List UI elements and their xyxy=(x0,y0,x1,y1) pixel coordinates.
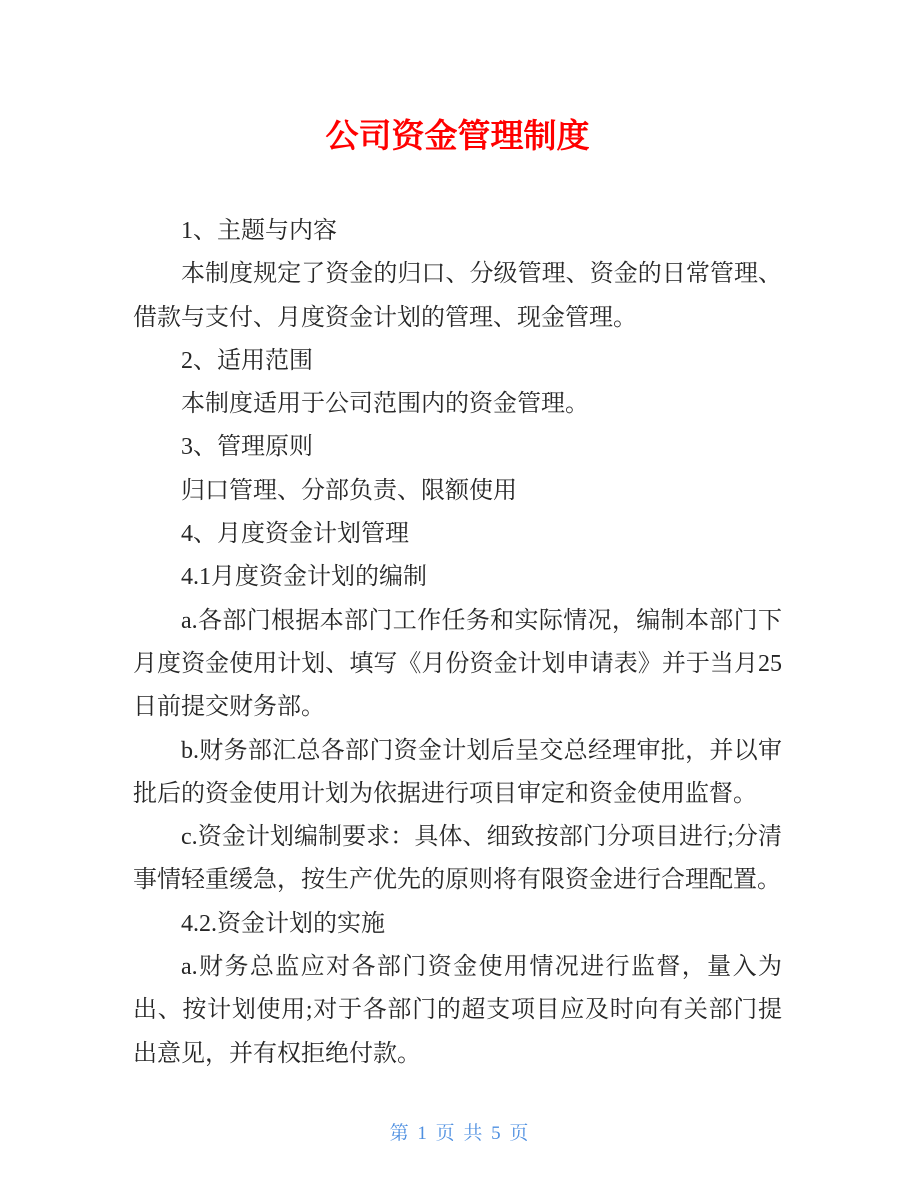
heading-plan-compilation: 4.1月度资金计划的编制 xyxy=(181,564,427,591)
heading-monthly-plan: 4、月度资金计划管理 xyxy=(181,521,409,548)
page-footer xyxy=(0,1118,920,1145)
page-number-text: 第 1 页 共 5 页 xyxy=(389,1123,531,1144)
para-plan-compilation-a: a.各部门根据本部门工作任务和实际情况，编制本部门下月度资金使用计划、填写《月份资金计划申请表》并于当月25日前提交财务部。 xyxy=(133,607,782,721)
heading-scope: 2、适用范围 xyxy=(181,347,313,374)
para-topic-body: 本制度规定了资金的归口、分级管理、资金的日常管理、借款与支付、月度资金计划的管理、现金管理。 xyxy=(133,261,782,331)
document-body xyxy=(133,210,782,1076)
para-plan-compilation-b: b.财务部汇总各部门资金计划后呈交总经理审批，并以审批后的资金使用计划为依据进行项目审定和资金使用监督。 xyxy=(133,737,782,807)
para-scope-body: 本制度适用于公司范围内的资金管理。 xyxy=(181,391,589,418)
document-title: 公司资金管理制度 xyxy=(325,117,590,154)
para-plan-compilation-c: c.资金计划编制要求：具体、细致按部门分项目进行;分清事情轻重缓急，按生产优先的原则将有限资金进行合理配置。 xyxy=(133,824,782,894)
para-principles-body: 归口管理、分部负责、限额使用 xyxy=(181,477,517,504)
heading-principles: 3、管理原则 xyxy=(181,434,313,461)
para-plan-implementation-a: a.财务总监应对各部门资金使用情况进行监督，量入为出、按计划使用;对于各部门的超支项目应及时向有关部门提出意见，并有权拒绝付款。 xyxy=(133,954,782,1067)
heading-topic: 1、主题与内容 xyxy=(181,218,337,244)
heading-plan-implementation: 4.2.资金计划的实施 xyxy=(181,910,385,937)
